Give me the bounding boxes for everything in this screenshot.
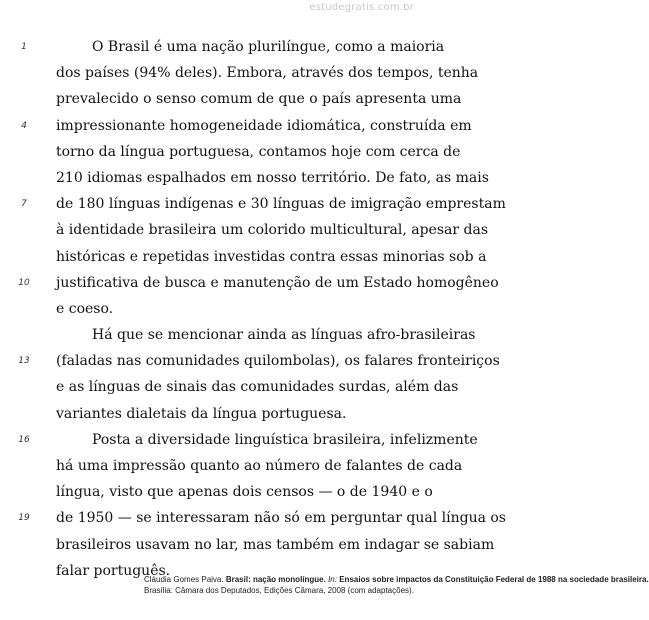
line-number: 19 [18, 513, 30, 524]
line-text: históricas e repetidas investidas contra essas minorias sob a [56, 248, 487, 265]
line-number: 16 [18, 434, 30, 445]
line-text: variantes dialetais da língua portuguesa. [56, 405, 347, 422]
line-number: 10 [18, 277, 30, 288]
line-text: torno da língua portuguesa, contamos hoje com cerca de [56, 143, 461, 160]
citation-author: Cláudia Gomes Paiva. [144, 575, 224, 584]
line-number: 13 [18, 356, 30, 367]
line-text: à identidade brasileira um colorido multicultural, apesar das [56, 222, 488, 239]
passage-line [21, 191, 506, 217]
citation-book: Ensaios sobre impactos da Constituição Federal de 1988 na sociedade brasileira. [339, 575, 649, 584]
citation-title: Brasil: nação monolíngue. [225, 575, 326, 584]
line-text: Há que se mencionar ainda as línguas afro-brasileiras [92, 327, 476, 344]
line-text: língua, visto que apenas dois censos — o de 1940 e o [56, 484, 433, 501]
line-text: justificativa de busca e manutenção de um Estado homogêneo [56, 274, 499, 291]
passage-line [56, 60, 479, 86]
passage-line [21, 113, 472, 139]
passage-line [56, 244, 487, 270]
line-text: dos países (94% deles). Embora, através dos tempos, tenha [56, 65, 479, 82]
citation-in: In: [328, 575, 337, 584]
line-text: e coeso. [56, 300, 114, 317]
passage-line [18, 427, 478, 453]
site-watermark: estudegratis.com.br [309, 2, 414, 13]
citation-line: Brasília: Câmara dos Deputados, Edições Câmara, 2008 (com adaptações). [144, 586, 414, 595]
line-text: de 180 línguas indígenas e 30 línguas de imigração emprestam [56, 196, 506, 213]
passage-line [56, 374, 459, 400]
passage-line [56, 86, 462, 112]
line-text: O Brasil é uma nação plurilíngue, como a maioria [92, 39, 445, 55]
line-number: 7 [21, 199, 27, 210]
passage-line [56, 532, 495, 558]
line-text: prevalecido o senso comum de que o país apresenta uma [56, 91, 462, 108]
line-text: brasileiros usavam no lar, mas também em indagar se sabiam [56, 536, 495, 553]
passage-line [18, 348, 500, 374]
passage-line [56, 217, 488, 243]
source-citation [144, 574, 649, 596]
line-text: (faladas nas comunidades quilombolas), os falares fronteiriços [56, 353, 500, 370]
passage-line [56, 322, 476, 348]
line-text: impressionante homogeneidade idiomática, construída em [56, 117, 472, 134]
passage-line [56, 165, 489, 191]
line-number: 4 [21, 120, 27, 131]
passage-line [56, 479, 433, 505]
citation-line [144, 574, 649, 585]
line-text: de 1950 — se interessaram não só em perguntar qual língua os [56, 510, 506, 527]
line-text: 210 idiomas espalhados em nosso território. De fato, as mais [56, 169, 489, 186]
passage-line [21, 34, 445, 60]
line-text: e as línguas de sinais das comunidades surdas, além das [56, 379, 459, 396]
line-number: 1 [21, 42, 27, 52]
passage-line [56, 453, 463, 479]
line-text: há uma impressão quanto ao número de falantes de cada [56, 458, 463, 474]
passage-line [56, 296, 412, 322]
passage-line [18, 270, 499, 296]
line-text: falar português. [56, 562, 171, 579]
passage-line [56, 139, 461, 165]
passage-line [18, 505, 506, 531]
passage-line [56, 401, 412, 427]
line-text: Posta a diversidade linguística brasileira, infelizmente [92, 431, 478, 448]
